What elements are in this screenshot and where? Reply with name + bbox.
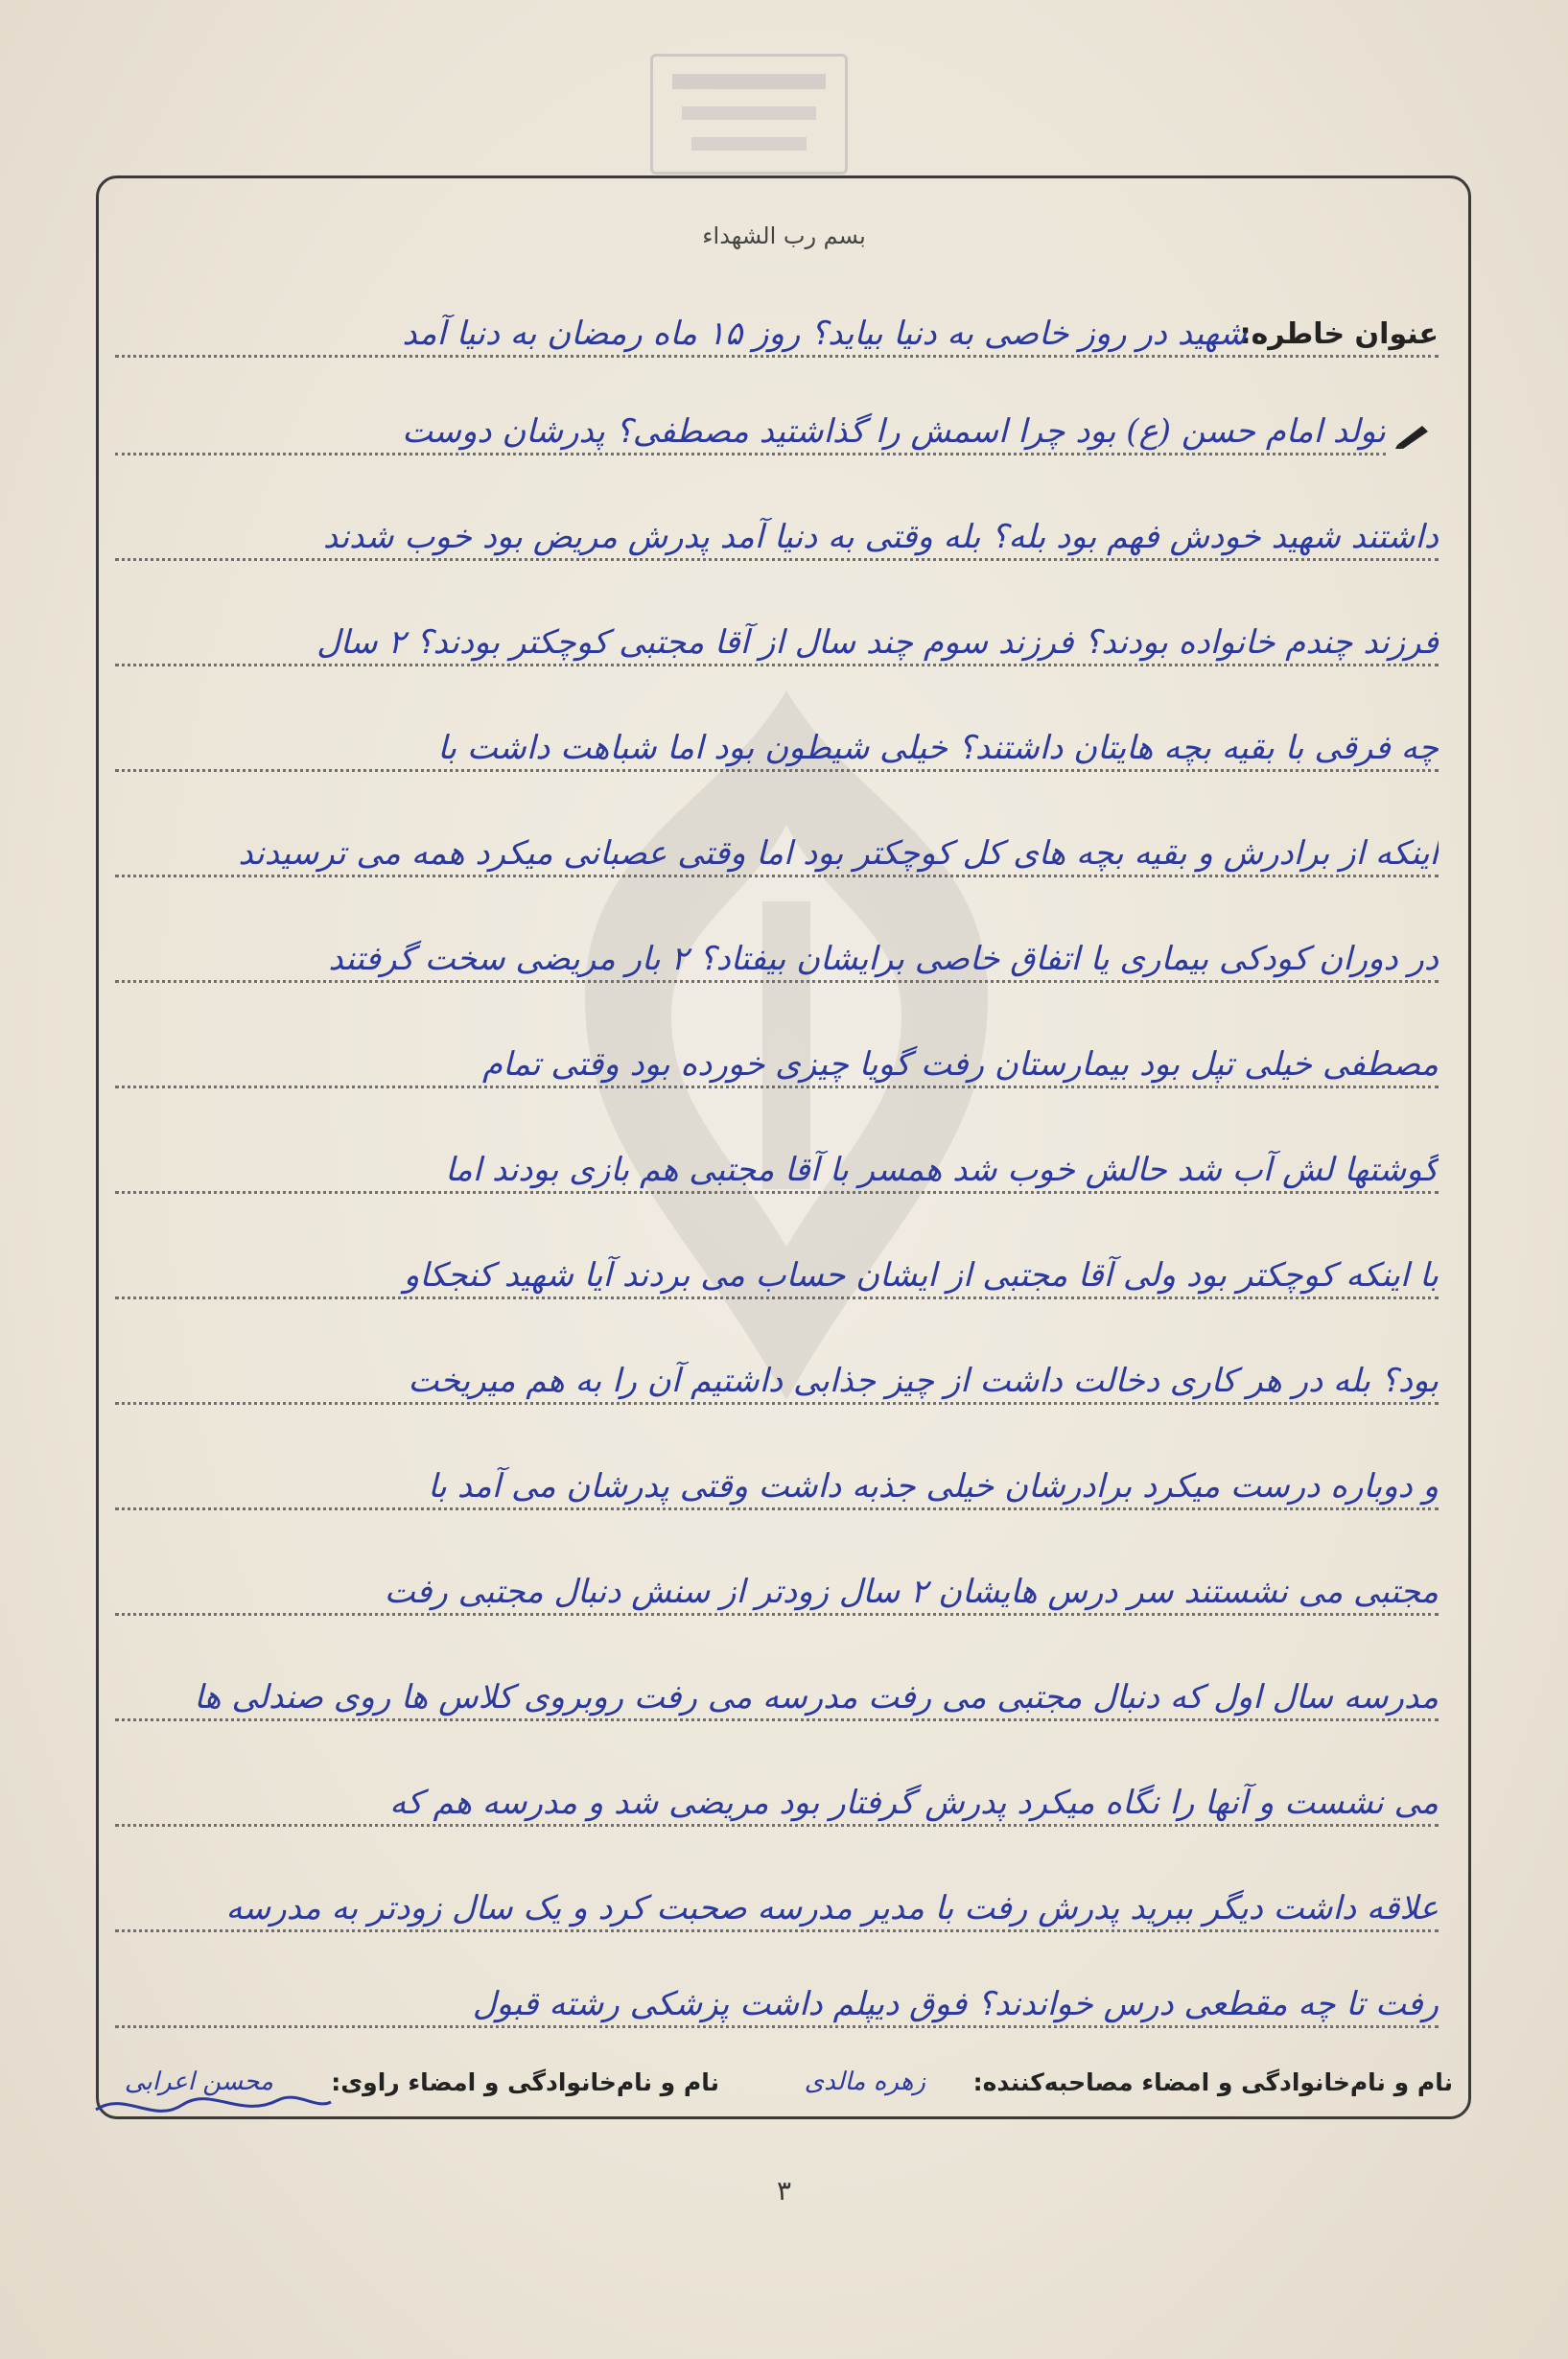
signature-scribble-icon [86, 2081, 336, 2129]
memory-line: رفت تا چه مقطعی درس خواندند؟ فوق دیپلم داشت پزشکی رشته قبول [115, 1987, 1439, 2028]
page-number: ۳ [776, 2175, 792, 2207]
memory-line: مدرسه سال اول که دنبال مجتبی می رفت مدرسه می رفت روبروی کلاس ها روی صندلی ها [115, 1680, 1439, 1721]
memory-line: علاقه داشت دیگر ببرید پدرش رفت با مدیر مدرسه صحبت کرد و یک سال زودتر به مدرسه [115, 1891, 1439, 1932]
memory-line: و دوباره درست میکرد برادرشان خیلی جذبه داشت وقتی پدرشان می آمد با [115, 1469, 1439, 1510]
memory-title-value: شهید در روز خاصی به دنیا بیاید؟ روز ۱۵ ماه رمضان به دنیا آمد [402, 315, 1247, 353]
page-header-title: بسم رب الشهداء [702, 222, 866, 249]
memory-line: فرزند چندم خانواده بودند؟ فرزند سوم چند سال از آقا مجتبی کوچکتر بودند؟ ۲ سال [115, 625, 1439, 666]
memory-title-row [115, 316, 1439, 358]
memory-line: اینکه از برادرش و بقیه بچه های کل کوچکتر بود اما وقتی عصبانی میکرد همه می ترسیدند [115, 836, 1439, 877]
narrator-label: نام و نام‌خانوادگی و امضاء راوی: [331, 2068, 719, 2096]
memory-line: تولد امام حسن (ع) بود چرا اسمش را گذاشتید مصطفی؟ پدرشان دوست [115, 414, 1386, 455]
memory-line: می نشست و آنها را نگاه میکرد پدرش گرفتار بود مریضی شد و مدرسه هم که [115, 1786, 1439, 1827]
pen-icon [1393, 422, 1432, 451]
archive-stamp [650, 54, 848, 175]
memory-line: در دوران کودکی بیماری یا اتفاق خاصی برایشان بیفتاد؟ ۲ بار مریضی سخت گرفتند [115, 942, 1439, 983]
memory-line: گوشتها لش آب شد حالش خوب شد همسر با آقا مجتبی هم بازی بودند اما [115, 1153, 1439, 1194]
memory-line: مصطفی خیلی تپل بود بیمارستان رفت گویا چیزی خورده بود وقتی تمام [115, 1047, 1439, 1088]
memory-line: بود؟ بله در هر کاری دخالت داشت از چیز جذابی داشتیم آن را به هم میریخت [115, 1364, 1439, 1405]
memory-line: با اینکه کوچکتر بود ولی آقا مجتبی از ایشان حساب می بردند آیا شهید کنجکاو [115, 1258, 1439, 1299]
memory-line: چه فرقی با بقیه بچه هایتان داشتند؟ خیلی شیطون بود اما شباهت داشت با [115, 731, 1439, 772]
memory-line: داشتند شهید خودش فهم بود بله؟ بله وقتی به دنیا آمد پدرش مریض بود خوب شدند [115, 520, 1439, 561]
memory-line: مجتبی می نشستند سر درس هایشان ۲ سال زودتر از سنش دنبال مجتبی رفت [115, 1575, 1439, 1616]
interviewer-signature: زهره مالدی [804, 2067, 925, 2096]
interviewer-label: نام و نام‌خانوادگی و امضاء مصاحبه‌کننده: [972, 2068, 1453, 2096]
narrator-signature: محسن اعرابی [124, 2067, 273, 2096]
memory-title-label: عنوان خاطره: [1239, 317, 1439, 351]
